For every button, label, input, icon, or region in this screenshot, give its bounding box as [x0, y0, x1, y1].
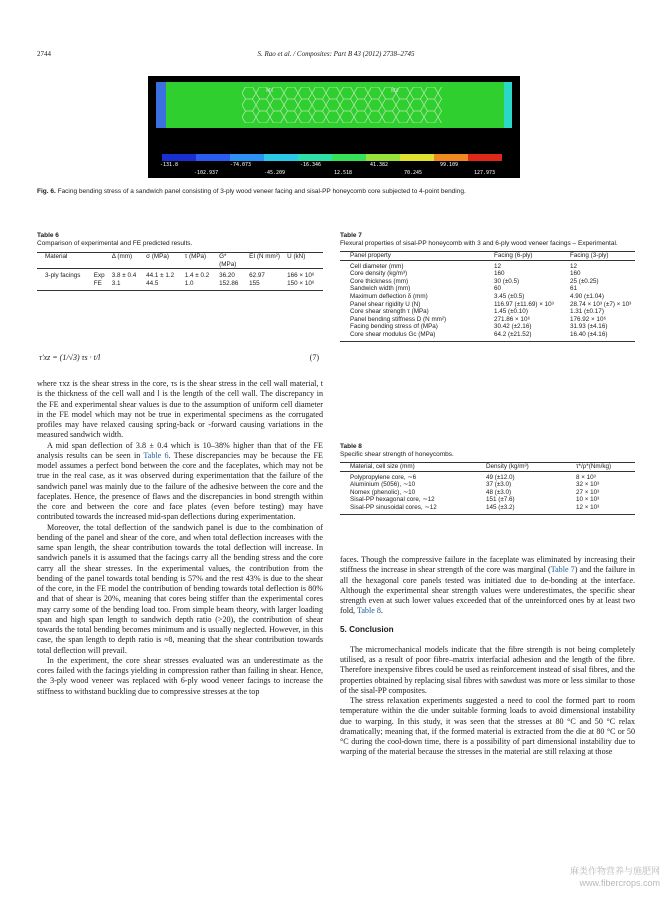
- table-cell: Core thickness (mm): [350, 277, 409, 285]
- table-header: Facing (6-ply): [494, 252, 533, 259]
- table-header: Facing (3-ply): [570, 252, 609, 259]
- table-row: [340, 260, 635, 270]
- table-cell: 145 (±3.2): [486, 503, 515, 511]
- table-6-grid: [37, 252, 323, 291]
- table-header: G* (MPa): [219, 253, 237, 268]
- table-row: [37, 280, 323, 291]
- table-cell: 62.97: [249, 272, 265, 280]
- table-cell: Sisal-PP sinusoidal cores, ∼12: [350, 503, 437, 511]
- table-row: [340, 278, 635, 286]
- table-row: [340, 301, 635, 309]
- table-header: Panel property: [350, 252, 391, 259]
- table-header: EI (N mm²): [249, 253, 280, 260]
- table-7-title: Table 7: [340, 232, 362, 239]
- table-cell: Nomex (phenolic), ∼10: [350, 488, 416, 496]
- text-run: A mid span deflection of 3.8 ± 0.4 which is 10–38% higher than that of the FE analysis results can be seen in: [37, 440, 323, 460]
- table-row: [340, 331, 635, 341]
- table-cell: 44.5: [146, 279, 159, 287]
- colorbar-label: -16.346: [300, 162, 322, 168]
- colorbar-segment: [162, 154, 196, 161]
- table-cell: 30 (±0.5): [494, 277, 520, 285]
- colorbar-segment: [434, 154, 468, 161]
- colorbar-segment: [400, 154, 434, 161]
- table-row: [340, 285, 635, 293]
- table-header: Δ (mm): [111, 253, 133, 260]
- colorbar-label: 99.109: [440, 162, 459, 168]
- table-7-description: Flexural properties of sisal-PP honeycomb with 3 and 6-ply wood veneer facings – Experimental.: [340, 240, 618, 247]
- table-8: [340, 443, 635, 515]
- table-header: [92, 253, 110, 269]
- table-row: [340, 489, 635, 497]
- watermark: [570, 865, 660, 889]
- table-cell: Core shear modulus Gc (MPa): [350, 330, 436, 338]
- colorbar-label: -45.209: [264, 170, 286, 176]
- table-cell: 4.90 (±1.04): [570, 292, 604, 300]
- figure-caption-label: Fig. 6.: [37, 188, 56, 195]
- journal-header: S. Rao et al. / Composites: Part B 43 (2012) 2738–2745: [257, 50, 415, 58]
- table-cell: 1.45 (±0.10): [494, 308, 528, 316]
- table-cell: [37, 280, 92, 291]
- colorbar-label: 127.973: [474, 170, 496, 176]
- colorbar-segment: [264, 154, 298, 161]
- table-cell: 160: [570, 270, 581, 278]
- section-heading: 5. Conclusion: [340, 624, 394, 634]
- table-cell: 10 × 10³: [576, 496, 600, 504]
- colorbar: [162, 154, 502, 161]
- equation-number: (7): [309, 353, 319, 362]
- table-cell: 1.0: [184, 279, 194, 287]
- table-6-title: Table 6: [37, 232, 59, 239]
- table-row: [340, 504, 635, 514]
- table-cell: 60: [494, 285, 502, 293]
- table-cell: 150 × 10⁶: [287, 279, 315, 287]
- table-row: [340, 471, 635, 481]
- text-run: . These discrepancies may be because the FE model assumes a perfect bond between the core and the faceplates, which may not be true in the real case, as it was observed during experimentation that the failure of the sandwich panel was mainly due to the failure of the adhesive between the core and the faceplates. Hence, the presence of flaws and the discrepancies in bond strength within the core and between the core and face plates (even before testing) may have contributed towards the increased mid-span deflections during experimentation.: [37, 450, 323, 522]
- table-cell: 36.20: [219, 272, 235, 280]
- table-cell: 8 × 10³: [576, 473, 596, 481]
- table-cell: 37 (±3.0): [486, 481, 512, 489]
- table-cell: 151 (±7.6): [486, 496, 515, 504]
- table-cell: 152.86: [219, 279, 239, 287]
- table-cell: 12: [570, 262, 578, 270]
- table-cell: 30.42 (±2.16): [494, 323, 532, 331]
- table-cell: Sandwich width (mm): [350, 285, 411, 293]
- table-cell: 3-ply facings: [45, 272, 81, 280]
- table-row: [340, 308, 635, 316]
- table-row: [340, 270, 635, 278]
- table-cell: 48 (±3.0): [486, 488, 512, 496]
- table-cell: 12: [494, 262, 502, 270]
- table-7: [340, 232, 635, 342]
- table-6-link[interactable]: Table 6: [143, 450, 169, 460]
- table-cell: Exp: [93, 272, 105, 280]
- paragraph: Moreover, the total deflection of the sandwich panel is due to the combination of bending of the panel and shear of the core, and when total deflection increases with the same span length, the shear contribution towards the total deflection will increase. In sandwich panels it is assumed that the facings carry all the bending stress and the core carry all the shear stresses. In the experimental values, the contribution from the bending of the panel towards total bending is 57% and the rest 43% is due to the shear of the core, in the FE model the contribution of bending towards total deflection is 80% and that of shear is 20%, meaning that cores being stiffer than the experimental cores may carry some of the bending load too. From simple beam theory, with larger loading span and high span length to sandwich depth ratio (>20), the contribution of shear towards the total bending becomes minimum and is usually neglected. However, in this case, the span length to depth ratio is ≈8, meaning that the shear contribution towards total deflection will prevail.: [37, 522, 323, 655]
- table-header: τ (MPa): [184, 253, 207, 260]
- text-run: faces. Though the compressive failure in the faceplate was eliminated by increasing their stiffness the increase in shear strength of the core was marginal (: [340, 555, 635, 575]
- equation-7: [37, 350, 323, 372]
- node-label-right: MX: [391, 88, 399, 94]
- table-header: σ (MPa): [146, 253, 169, 260]
- table-cell: 160: [494, 270, 505, 278]
- page-number: 2744: [37, 50, 51, 58]
- table-header: U (kN): [287, 253, 306, 260]
- table-cell: 16.40 (±4.16): [570, 330, 608, 338]
- colorbar-label: 41.382: [370, 162, 389, 168]
- table-cell: Sisal-PP hexagonal core, ∼12: [350, 496, 435, 504]
- paragraph: where τxz is the shear stress in the core, τs is the shear stress in the cell wall material, t is the thickness of the cell wall and l is the length of the cell wall. The discrepancy in the FE and experimental shear values is due to the assumption of uniform cell diameter in the FE model which may not be true in experimental specimens as the corrugated profiles may have relaxed causing spring-back or -forward causing variations in the measured sandwich width.: [37, 379, 323, 440]
- table-cell: 27 × 10³: [576, 488, 600, 496]
- table-cell: 1.31 (±0.17): [570, 308, 604, 316]
- sandwich-panel-contour: [156, 82, 512, 128]
- watermark-line: 麻类作物营养与施肥网: [569, 866, 660, 876]
- fe-stress-contour-figure: [148, 76, 520, 178]
- text-run: .: [380, 606, 383, 616]
- paragraph: [37, 441, 323, 523]
- table-8-link[interactable]: Table 8: [356, 606, 381, 616]
- figure-caption: [37, 188, 637, 195]
- left-column-text: [37, 379, 323, 697]
- colorbar-label: -131.8: [160, 162, 179, 168]
- table-cell: 31.93 (±4.16): [570, 323, 608, 331]
- node-label-left: MX: [266, 88, 274, 94]
- table-8-title: Table 8: [340, 443, 362, 450]
- table-header: τ*/ρ*(Nm/kg): [576, 463, 612, 470]
- table-cell: 44.1 ± 1.2: [146, 272, 175, 280]
- colorbar-label: 70.245: [404, 170, 423, 176]
- table-6-description: Comparison of experimental and FE predicted results.: [37, 240, 193, 247]
- colorbar-segment: [196, 154, 230, 161]
- paragraph: In the experiment, the core shear stresses evaluated was an underestimate as the cores failed with the facings yielding in compression rather than failing in shear. Hence, the 3-ply wood veneer was replaced with 6-ply wood veneer facings to increase the stiffness to withstand buckling due to compressive stresses at the top: [37, 655, 323, 696]
- colorbar-segment: [230, 154, 264, 161]
- table-cell: 32 × 10³: [576, 481, 600, 489]
- table-cell: 61: [570, 285, 578, 293]
- table-cell: 28.74 × 10³ (±7) × 10³: [570, 300, 632, 308]
- colorbar-labels: [148, 162, 520, 178]
- table-cell: 3.1: [111, 279, 121, 287]
- paragraph: [340, 555, 635, 617]
- text-run: ) and the failure in all the hexagonal core panels tested was initiated due to de-bonding at the interface. Although the experimental shear strength values were underestimates, the specific shear strength even at such lower values exceeded that of the unreinforced ones by at least two fold,: [340, 565, 635, 616]
- table-8-description: Specific shear strength of honeycombs.: [340, 451, 454, 458]
- table-cell: 271.86 × 10⁶: [494, 315, 531, 323]
- table-cell: FE: [93, 279, 102, 287]
- paragraph: The stress relaxation experiments suggested a need to cool the formed part to room temperature within the die under suitable forming loads to avoid dimensional instability due to warping. In this study, it was seen that the stresses at 80 °C and 50 °C relax dramatically; meaning that, if the formed material is extracted from the die at 80 °C or 50 °C during the cool-down time, there is a possibility of part dimensional instability due to warping of the material because the stresses in the material are still relaxing at those: [340, 696, 635, 757]
- table-cell: 116.97 (±11.69) × 10³: [494, 300, 554, 308]
- table-row: [340, 481, 635, 489]
- table-header: Material: [45, 253, 68, 260]
- table-cell: Polypropylene core, ∼6: [350, 473, 417, 481]
- table-cell: 176.92 × 10⁶: [570, 315, 607, 323]
- table-cell: 1.4 ± 0.2: [184, 272, 210, 280]
- table-cell: Core density (kg/m³): [350, 270, 408, 278]
- table-row: [37, 269, 323, 280]
- colorbar-segment: [366, 154, 400, 161]
- colorbar-segment: [298, 154, 332, 161]
- watermark-url: www.fibercrops.com: [579, 878, 660, 888]
- table-row: [340, 293, 635, 301]
- paragraph: The micromechanical models indicate that the fibre strength is not being completely utilised, as a result of poor fibre–matrix interfacial adhesion and the length of the fibre. Therefore inexpensive fibres could be used as reinforcement instead of sisal fibres, and the properties obtained by replacing sisal fibres with sawdust was more or less similar to those of the sisal-PP composites.: [340, 644, 635, 695]
- table-cell: Maximum deflection δ (mm): [350, 292, 428, 300]
- table-row: [340, 323, 635, 331]
- table-cell: 155: [249, 279, 260, 287]
- table-cell: 166 × 10⁶: [287, 272, 315, 280]
- colorbar-label: 12.518: [334, 170, 353, 176]
- table-cell: 64.2 (±21.52): [494, 330, 532, 338]
- panel-right-edge: [504, 82, 512, 128]
- table-cell: Panel shear rigidity U (N): [350, 300, 421, 308]
- table-row: [340, 496, 635, 504]
- equation-body: τ′xz = (1/√3) τs · t/l: [39, 353, 101, 362]
- table-8-grid: [340, 462, 635, 515]
- table-cell: 49 (±12.0): [486, 473, 515, 481]
- colorbar-label: -102.937: [194, 170, 219, 176]
- table-header: Material, cell size (mm): [350, 463, 415, 470]
- colorbar-label: -74.073: [230, 162, 252, 168]
- table-cell: Aluminium (5056), ∼10: [350, 481, 416, 489]
- table-cell: Cell diameter (mm): [350, 262, 404, 270]
- table-header: Density (kg/m³): [486, 463, 529, 470]
- table-cell: Panel bending stiffness D (N mm²): [350, 315, 447, 323]
- panel-left-edge: [156, 82, 166, 128]
- table-cell: 3.8 ± 0.4: [111, 272, 137, 280]
- table-cell: 25 (±0.25): [570, 277, 599, 285]
- table-row: [340, 316, 635, 324]
- table-cell: Core shear strength τ (MPa): [350, 308, 429, 316]
- table-7-link[interactable]: Table 7: [550, 565, 575, 575]
- colorbar-segment: [468, 154, 502, 161]
- table-cell: Facing bending stress σf (MPa): [350, 323, 438, 331]
- colorbar-segment: [332, 154, 366, 161]
- table-cell: 12 × 10³: [576, 503, 600, 511]
- table-7-grid: [340, 251, 635, 342]
- right-column-text: [340, 555, 635, 758]
- table-6: [37, 232, 323, 291]
- table-cell: 3.45 (±0.5): [494, 292, 525, 300]
- figure-caption-text: Facing bending stress of a sandwich panel consisting of 3-ply wood veneer facing and sisal-PP honeycomb core subjected to 4-point bending.: [57, 188, 466, 195]
